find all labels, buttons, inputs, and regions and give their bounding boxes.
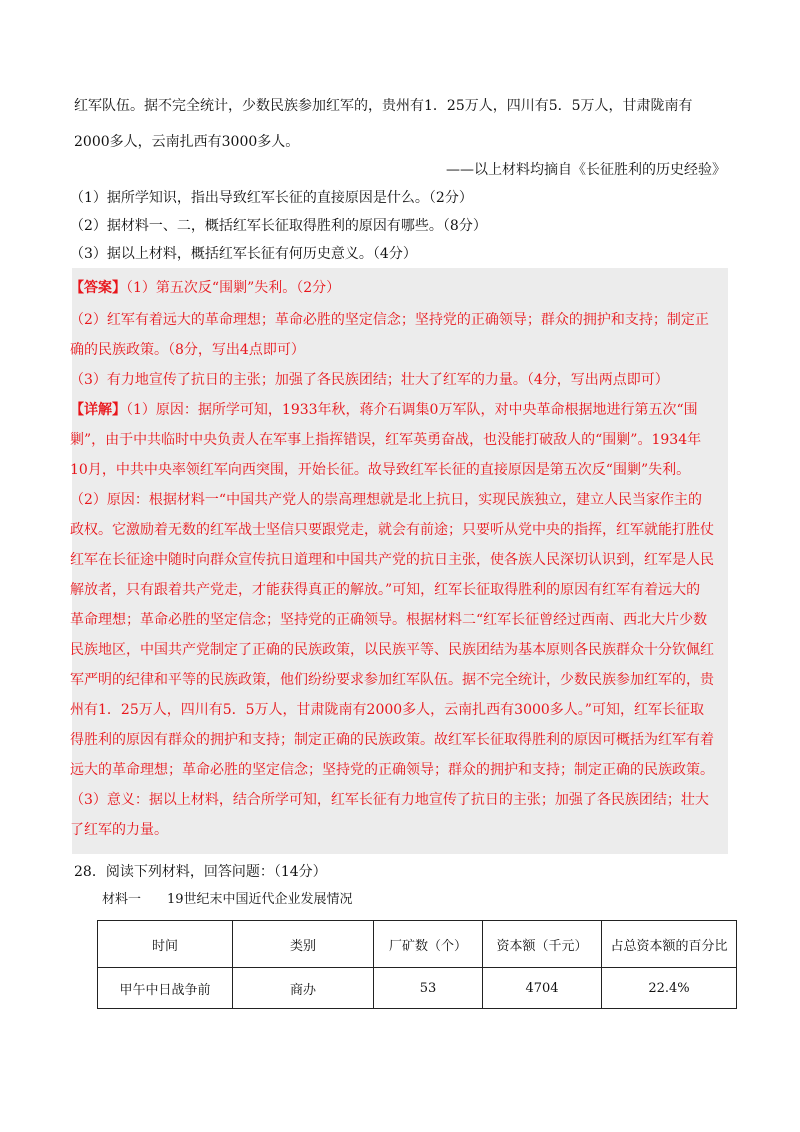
material-text-line: 2000多人，云南扎西有3000多人。 bbox=[74, 134, 300, 150]
explanation-line: 远大的革命理想；革命必胜的坚定信念；坚持党的正确领导；群众的拥护和支持；制定正确的民族政策。 bbox=[70, 762, 714, 778]
explanation-line: 军严明的纪律和平等的民族政策，他们纷纷要求参加红军队伍。据不完全统计，少数民族参加红军的，贵 bbox=[70, 672, 714, 688]
explanation-line: 剿”，由于中共临时中央负责人在军事上指挥错误，红军英勇奋战，也没能打破敌人的“围剿”。1934年 bbox=[70, 432, 702, 448]
table-header-cell: 厂矿数（个） bbox=[374, 921, 483, 968]
explanation-line: （2）原因：根据材料一“中国共产党人的崇高理想就是北上抗日，实现民族独立，建立人民当家作主的 bbox=[70, 492, 703, 508]
explanation-tag: 【详解】 bbox=[70, 402, 126, 418]
explanation-line: 州有1．25万人，四川有5．5万人，甘肃陇南有2000多人，云南扎西有3000多人。”可知，红军长征取 bbox=[70, 702, 704, 718]
answer-line: （2）红军有着远大的革命理想；革命必胜的坚定信念；坚持党的正确领导；群众的拥护和支持；制定正 bbox=[70, 312, 709, 328]
explanation-line: 革命理想；革命必胜的坚定信念；坚持党的正确领导。根据材料二“红军长征曾经过西南、西北大片少数 bbox=[70, 612, 708, 628]
table-header-row bbox=[98, 921, 737, 968]
table-cell: 甲午中日战争前 bbox=[98, 968, 233, 1009]
explanation-line: 解放者，只有跟着共产党走，才能获得真正的解放。”可知，红军长征取得胜利的原因有红军有着远大的 bbox=[70, 582, 701, 598]
answer-line: 确的民族政策。（8分，写出4点即可） bbox=[70, 342, 305, 358]
table-cell: 53 bbox=[374, 968, 483, 1009]
explanation-line: 民族地区，中国共产党制定了正确的民族政策，以民族平等、民族团结为基本原则各民族群众十分钦佩红 bbox=[70, 642, 714, 658]
answer-line: （3）有力地宣传了抗日的主张；加强了各民族团结；壮大了红军的力量。（4分，写出两点即可） bbox=[70, 372, 669, 388]
explanation-line: （3）意义：据以上材料，结合所学可知，红军长征有力地宣传了抗日的主张；加强了各民族团结；壮大 bbox=[70, 792, 709, 808]
material-caption: 材料一 19世纪末中国近代企业发展情况 bbox=[102, 892, 353, 907]
question-2: （2）据材料一、二，概括红军长征取得胜利的原因有哪些。（8分） bbox=[70, 218, 487, 234]
question-28: 28．阅读下列材料，回答问题：（14分） bbox=[74, 864, 327, 880]
table-header-cell: 类别 bbox=[233, 921, 374, 968]
material-source: ——以上材料均摘自《长征胜利的历史经验》 bbox=[446, 162, 726, 178]
enterprise-table bbox=[97, 920, 737, 1009]
question-1: （1）据所学知识，指出导致红军长征的直接原因是什么。（2分） bbox=[70, 190, 473, 206]
explanation-text: （1）原因：据所学可知，1933年秋，蒋介石调集0万军队，对中央革命根据地进行第五次“围 bbox=[126, 402, 698, 418]
material-text-line: 红军队伍。据不完全统计，少数民族参加红军的，贵州有1．25万人，四川有5．5万人，甘肃陇南有 bbox=[74, 98, 693, 114]
answer-part-1: （1）第五次反“围剿”失利。（2分） bbox=[126, 280, 341, 296]
table-header-cell: 占总资本额的百分比 bbox=[602, 921, 737, 968]
answer-line bbox=[70, 278, 340, 298]
table-row bbox=[98, 968, 737, 1009]
table-cell: 22.4% bbox=[602, 968, 737, 1009]
explanation-line bbox=[70, 400, 698, 420]
question-3: （3）据以上材料，概括红军长征有何历史意义。（4分） bbox=[70, 246, 417, 262]
answer-tag: 【答案】 bbox=[70, 280, 126, 296]
explanation-line: 红军在长征途中随时向群众宣传抗日道理和中国共产党的抗日主张，使各族人民深切认识到，红军是人民 bbox=[70, 552, 714, 568]
explanation-line: 得胜利的原因有群众的拥护和支持；制定正确的民族政策。故红军长征取得胜利的原因可概括为红军有着 bbox=[70, 732, 714, 748]
table-header-cell: 时间 bbox=[98, 921, 233, 968]
table-cell: 商办 bbox=[233, 968, 374, 1009]
table-cell: 4704 bbox=[483, 968, 602, 1009]
table-header-cell: 资本额（千元） bbox=[483, 921, 602, 968]
explanation-line: 政权。它激励着无数的红军战士坚信只要跟党走，就会有前途；只要听从党中央的指挥，红军就能打胜仗 bbox=[70, 522, 714, 538]
explanation-line: 10月，中共中央率领红军向西突围，开始长征。故导致红军长征的直接原因是第五次反“围剿”失利。 bbox=[70, 462, 691, 478]
explanation-line: 了红军的力量。 bbox=[70, 822, 168, 838]
